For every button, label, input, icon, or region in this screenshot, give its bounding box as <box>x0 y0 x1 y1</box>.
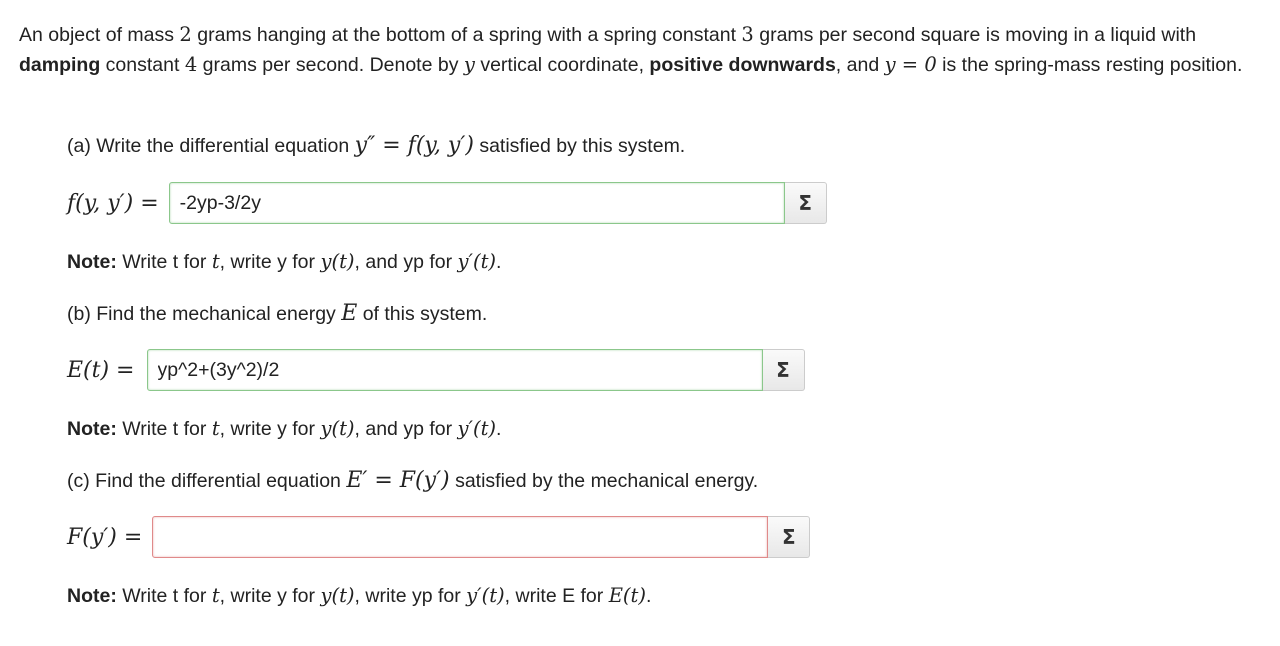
part-b-label: E(t) = <box>67 357 135 383</box>
part-b-question: (b) Find the mechanical energy E of this system. <box>67 301 488 326</box>
part-c-equation-editor-button[interactable] <box>768 516 810 558</box>
part-b-equation-editor-button[interactable] <box>763 349 805 391</box>
sigma-icon: Σ <box>798 191 812 215</box>
sigma-icon: Σ <box>776 358 790 382</box>
part-a-equation-editor-button[interactable] <box>785 182 827 224</box>
intro-paragraph: An object of mass 2 grams hanging at the bottom of a spring with a spring constant 3 grams per second square is moving in a liquid with damping constant 4 grams per second. Denote by y vertical coordinate, positive downwards, and y = 0 is the spring-mass resting position. <box>19 23 1243 76</box>
problem-statement <box>19 20 1259 80</box>
part-c-label: F(y′) = <box>67 524 143 550</box>
part-b-answer-input[interactable] <box>147 349 763 391</box>
part-c-answer-input[interactable] <box>152 516 768 558</box>
part-c-answer-row <box>67 516 810 558</box>
part-a-question: (a) Write the differential equation y″ = f(y, y′) satisfied by this system. <box>67 133 686 158</box>
part-c-note: Note: Write t for t, write y for y(t), write yp for y′(t), write E for E(t). <box>67 584 652 607</box>
part-b-answer-row <box>67 349 805 391</box>
part-a-note: Note: Write t for t, write y for y(t), and yp for y′(t). <box>67 250 502 273</box>
part-a-answer-row <box>67 182 827 224</box>
part-a-label: f(y, y′) = <box>67 190 159 216</box>
part-a-answer-input[interactable] <box>169 182 785 224</box>
part-b-note: Note: Write t for t, write y for y(t), and yp for y′(t). <box>67 417 502 440</box>
sigma-icon: Σ <box>781 525 796 549</box>
part-c-question: (c) Find the differential equation E′ = F(y′) satisfied by the mechanical energy. <box>67 468 759 493</box>
